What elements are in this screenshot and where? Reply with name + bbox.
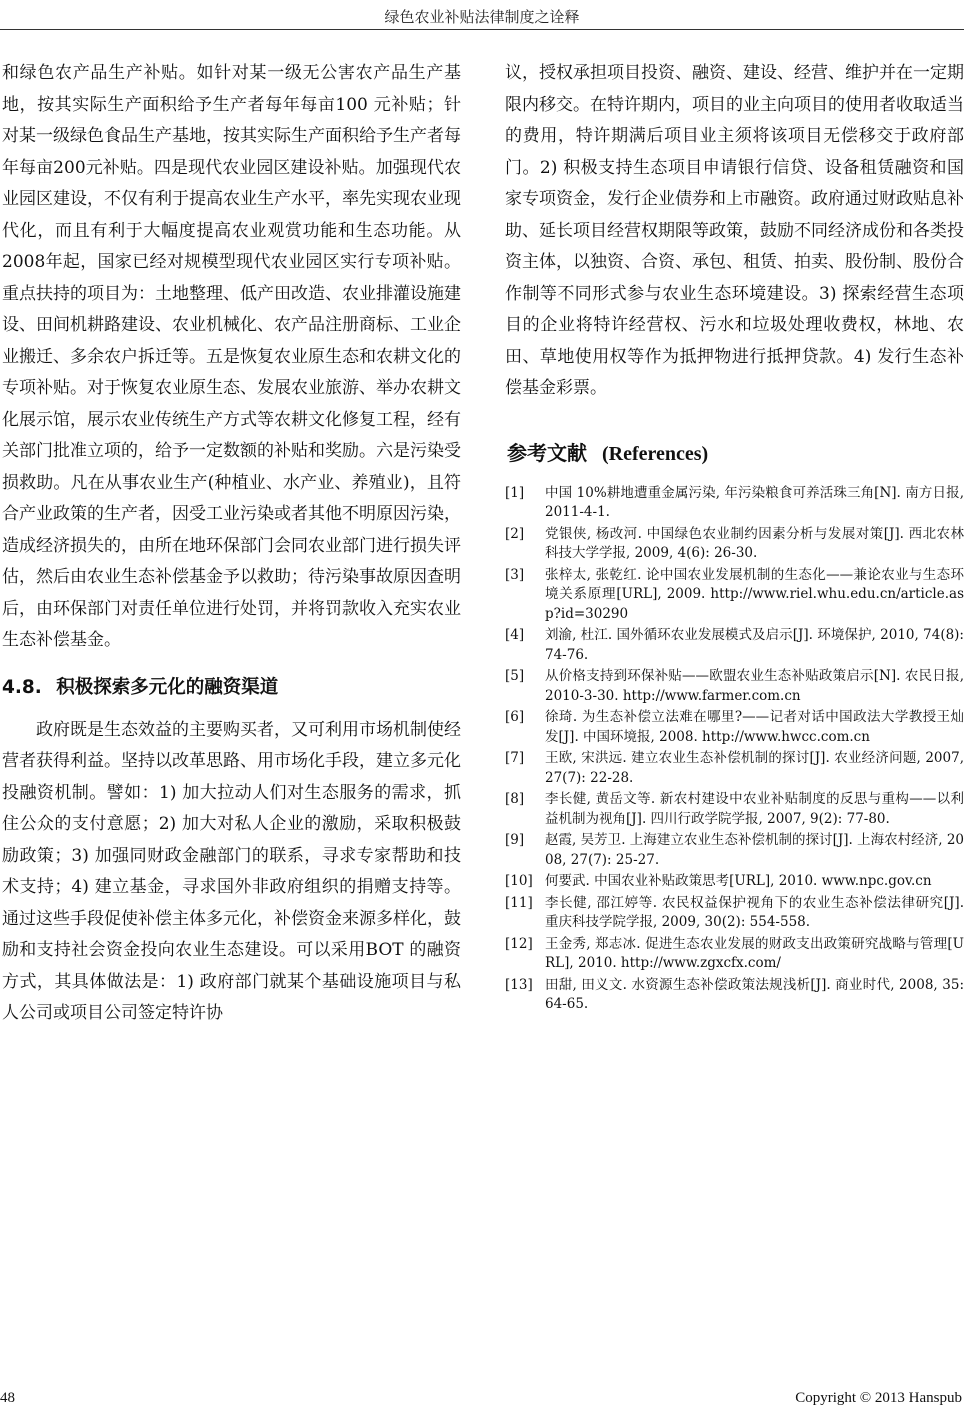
reference-item — [505, 935, 964, 974]
reference-number: [1] — [505, 484, 525, 501]
reference-text: 赵霞, 吴芳卫. 上海建立农业生态补偿机制的探讨[J]. 上海农村经济, 2008, 27(7): 25-27. — [545, 832, 964, 868]
reference-text: 何要武. 中国农业补贴政策思考[URL], 2010. www.npc.gov.cn — [545, 873, 932, 889]
reference-number: [2] — [505, 525, 525, 542]
reference-item — [505, 872, 964, 892]
reference-item — [505, 894, 964, 933]
right-column — [505, 58, 964, 1017]
references-heading — [507, 437, 964, 466]
header-rule — [0, 29, 964, 30]
reference-text: 中国 10%耕地遭重金属污染, 年污染粮食可养活珠三角[N]. 南方日报, 2011-4-1. — [545, 484, 964, 520]
section-heading — [2, 673, 461, 699]
reference-number: [3] — [505, 566, 525, 583]
reference-text: 李长健, 邵江婷等. 农民权益保护视角下的农业生态补偿法律研究[J]. 重庆科技学院学报, 2009, 30(2): 554-558. — [545, 894, 964, 930]
left-paragraph-2: 政府既是生态效益的主要购买者，又可利用市场机制使经营者获得利益。坚持以改革思路、用市场化手段，建立多元化投融资机制。譬如：1) 加大拉动人们对生态服务的需求，抓住公众的支付意愿；2) 加大对私人企业的激励，采取积极鼓励政策；3) 加强同财政金融部门的联系，寻求专家帮助和技术支持；4) 建立基金，寻求国外非政府组织的捐赠支持等。通过这些手段促使补偿主体多元化，补偿资金来源多样化，鼓励和支持社会资金投向农业生态建设。可以采用BOT 的融资方式，其具体做法是：1) 政府部门就某个基础设施项目与私人公司或项目公司签定特许协 — [2, 719, 461, 1023]
reference-item — [505, 566, 964, 625]
section-number: 4.8. — [2, 676, 42, 698]
reference-text: 党银侠, 杨改河. 中国绿色农业制约因素分析与发展对策[J]. 西北农林科技大学学报, 2009, 4(6): 26-30. — [545, 525, 964, 561]
reference-text: 张梓太, 张乾红. 论中国农业发展机制的生态化——兼论农业与生态环境关系原理[URL], 2009. http://www.riel.whu.edu.cn/article.asp?id=30290 — [545, 566, 964, 622]
reference-item — [505, 525, 964, 564]
reference-number: [10] — [505, 873, 533, 889]
reference-number: [6] — [505, 709, 525, 725]
reference-number: [5] — [505, 668, 525, 684]
reference-item — [505, 708, 964, 747]
reference-text: 田甜, 田义文. 水资源生态补偿政策法规浅析[J]. 商业时代, 2008, 35: 64-65. — [545, 976, 964, 1012]
reference-text: 徐琦. 为生态补偿立法难在哪里?——记者对话中国政法大学教授王灿发[J]. 中国环境报, 2008. http://www.hwcc.com.cn — [545, 709, 964, 745]
reference-number: [11] — [505, 894, 533, 911]
right-paragraph-1: 议，授权承担项目投资、融资、建设、经营、维护并在一定期限内移交。在特许期内，项目的业主向项目的使用者收取适当的费用，特许期满后项目业主须将该项目无偿移交于政府部门。2) 积极支持生态项目申请银行信贷、设备租赁融资和国家专项资金，发行企业债券和上市融资。政府通过财政贴息补助、延长项目经营权期限等政策，鼓励不同经济成份和各类投资主体，以独资、合资、承包、租赁、拍卖、股份制、股份合作制等不同形式参与农业生态环境建设。3) 探索经营生态项目的企业将特许经营权、污水和垃圾处理收费权，林地、农田、草地使用权等作为抵押物进行抵押贷款。4) 发行生态补偿基金彩票。 — [505, 63, 964, 398]
reference-item — [505, 976, 964, 1015]
reference-text: 从价格支持到环保补贴——欧盟农业生态补贴政策启示[N]. 农民日报, 2010-3-30. http://www.farmer.com.cn — [545, 668, 964, 704]
reference-number: [7] — [505, 750, 525, 766]
reference-text: 李长健, 黄岳文等. 新农村建设中农业补贴制度的反思与重构——以利益机制为视角[J]. 四川行政学院学报, 2007, 9(2): 77-80. — [545, 791, 964, 827]
reference-text: 王欧, 宋洪远. 建立农业生态补偿机制的探讨[J]. 农业经济问题, 2007, 27(7): 22-28. — [545, 750, 964, 786]
page-number: 48 — [0, 1390, 15, 1406]
running-header: 绿色农业补贴法律制度之诠释 — [384, 8, 580, 26]
reference-number: [13] — [505, 976, 533, 993]
reference-number: [8] — [505, 791, 525, 807]
reference-item — [505, 749, 964, 788]
reference-item — [505, 831, 964, 870]
reference-item — [505, 790, 964, 829]
reference-number: [9] — [505, 832, 525, 848]
reference-text: 刘渝, 杜江. 国外循环农业发展模式及启示[J]. 环境保护, 2010, 74(8): 74-76. — [545, 627, 964, 663]
left-paragraph-1: 和绿色农产品生产补贴。如针对某一级无公害农产品生产基地，按其实际生产面积给予生产者每年每亩100 元补贴；针对某一级绿色食品生产基地，按其实际生产面积给予生产者每年每亩200元补贴。四是现代农业园区建设补贴。加强现代农业园区建设，不仅有利于提高农业生产水平，率先实现农业现代化，而且有利于大幅度提高农业观赏功能和生态功能。从2008年起，国家已经对规模型现代农业园区实行专项补贴。重点扶持的项目为：土地整理、低产田改造、农业排灌设施建设、田间机耕路建设、农业机械化、农产品注册商标、工业企业搬迁、多余农户拆迁等。五是恢复农业原生态和农耕文化的专项补贴。对于恢复农业原生态、发展农业旅游、举办农耕文化展示馆，展示农业传统生产方式等农耕文化修复工程，经有关部门批准立项的，给予一定数额的补贴和奖励。六是污染受损救助。凡在从事农业生产(种植业、水产业、养殖业)，且符合产业政策的生产者，因受工业污染或者其他不明原因污染，造成经济损失的，由所在地环保部门会同农业部门进行损失评估，然后由农业生态补偿基金予以救助；待污染事故原因查明后，由环保部门对责任单位进行处罚，并将罚款收入充实农业生态补偿基金。 — [2, 63, 461, 650]
reference-item — [505, 667, 964, 706]
references-title-cn: 参考文献 — [507, 440, 587, 465]
reference-item — [505, 484, 964, 523]
reference-number: [12] — [505, 935, 533, 952]
left-column — [2, 58, 461, 1030]
reference-list — [505, 484, 964, 1015]
reference-number: [4] — [505, 627, 525, 643]
reference-item — [505, 626, 964, 665]
references-title-en: (References) — [601, 442, 709, 465]
reference-text: 王金秀, 郑志冰. 促进生态农业发展的财政支出政策研究战略与管理[URL], 2010. http://www.zgxcfx.com/ — [545, 935, 964, 971]
copyright-notice: Copyright © 2013 Hanspub — [795, 1390, 962, 1406]
section-title: 积极探索多元化的融资渠道 — [56, 676, 279, 698]
